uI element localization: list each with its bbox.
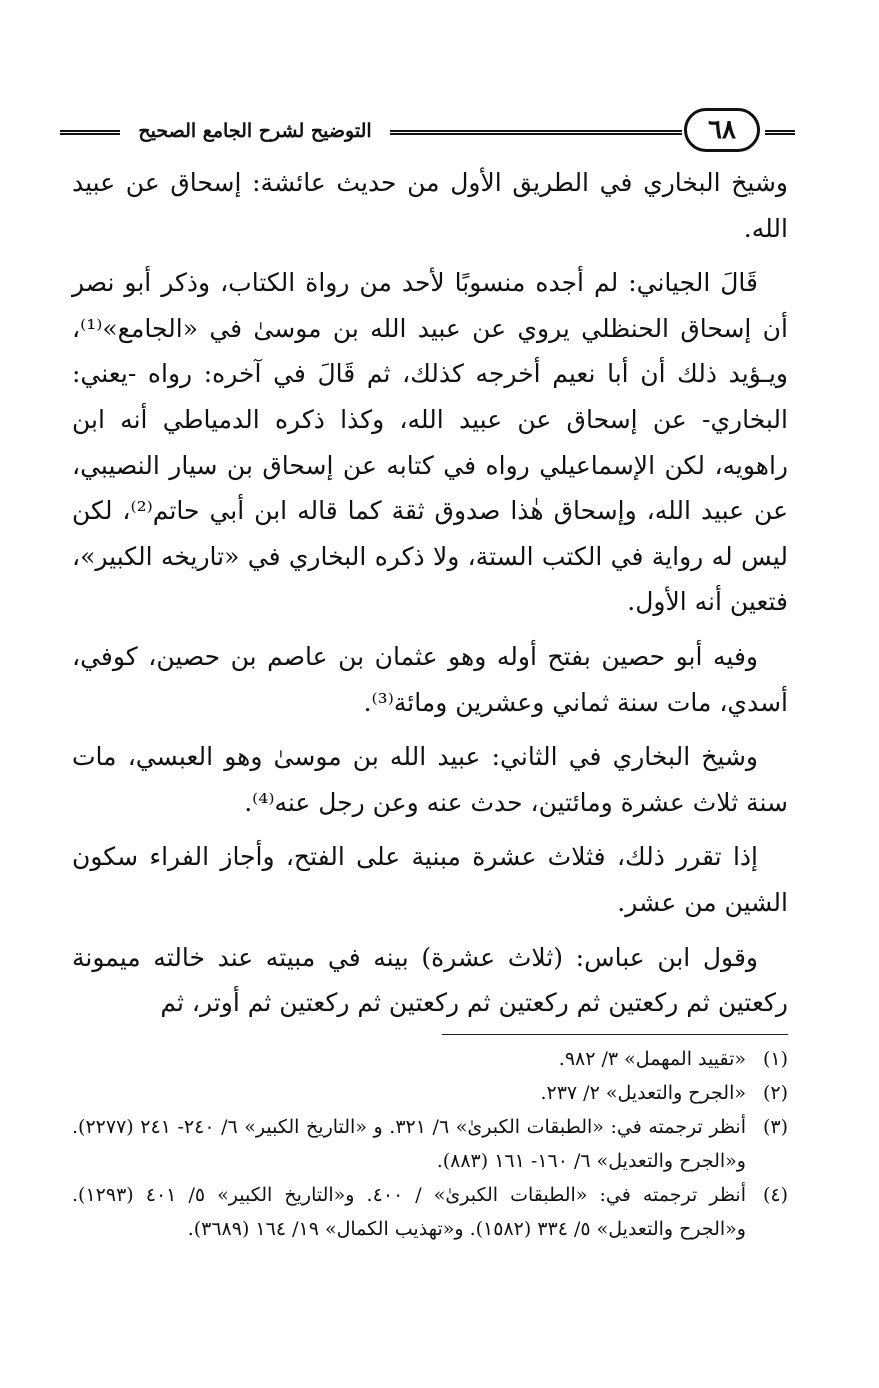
- footnote-text: أنظر ترجمته في: «الطبقات الكبرىٰ» / ٤٠٠. و«التاريخ الكبير» ٥/ ٤٠١ (١٢٩٣). و«الجرح والتعديل» ٥/ ٣٣٤ (١٥٨٢). و«تهذيب الكمال» ١٩/ ١٦٤ (٣٦٨٩).: [72, 1184, 747, 1240]
- footnote: [72, 1178, 788, 1246]
- footnote-text: «تقييد المهمل» ٣/ ٩٨٢.: [558, 1048, 746, 1070]
- footnote-number: (٣): [762, 1116, 788, 1138]
- paragraph: وقول ابن عباس: (ثلاث عشرة) بينه في مبيته عند خالته ميمونة ركعتين ثم ركعتين ثم ركعتين ثم ركعتين ثم ركعتين ثم أوتر، ثم: [72, 942, 788, 1018]
- page-header: [60, 108, 795, 154]
- footnote-number: (٢): [762, 1082, 788, 1104]
- footnote-number: (١): [762, 1048, 788, 1070]
- footnotes: [72, 1042, 788, 1246]
- paragraph: إذا تقرر ذلك، فثلاث عشرة مبنية على الفتح، وأجاز الفراء سكون الشين من عشر.: [72, 842, 788, 917]
- footnote-number: (٤): [762, 1184, 788, 1206]
- footnote: [72, 1042, 788, 1076]
- main-text: [72, 160, 788, 1035]
- header-rule-left: [60, 130, 120, 135]
- header-rule-middle: [390, 130, 682, 135]
- footnote: [72, 1110, 788, 1178]
- paragraph: وشيخ البخاري في الثاني: عبيد الله بن موسىٰ وهو العبسي، مات سنة ثلاث عشرة ومائتين، حدث عنه وعن رجل عنه⁽⁴⁾.: [72, 742, 788, 817]
- paragraph: وفيه أبو حصين بفتح أوله وهو عثمان بن عاصم بن حصين، كوفي، أسدي، مات سنة ثماني وعشرين ومائة⁽³⁾.: [72, 641, 788, 717]
- footnote-text: «الجرح والتعديل» ٢/ ٢٣٧.: [540, 1082, 746, 1104]
- footnote-separator: [442, 1034, 788, 1035]
- paragraph: وشيخ البخاري في الطريق الأول من حديث عائشة: إسحاق عن عبيد الله.: [72, 168, 788, 243]
- footnote: [72, 1076, 788, 1110]
- footnote-text: أنظر ترجمته في: «الطبقات الكبرىٰ» ٦/ ٣٢١. و «التاريخ الكبير» ٦/ ٢٤٠- ٢٤١ (٢٢٧٧). و«الجرح والتعديل» ٦/ ١٦٠- ١٦١ (٨٨٣).: [72, 1116, 746, 1172]
- header-rule-right: [765, 130, 795, 135]
- page-number: ٦٨: [684, 108, 760, 152]
- paragraph: قَالَ الجياني: لم أجده منسوبًا لأحد من رواة الكتاب، وذكر أبو نصر أن إسحاق الحنظلي يروي عن عبيد الله بن موسىٰ في «الجامع»⁽¹⁾، ويـؤيد ذلك أن أبا نعيم أخرجه كذلك، ثم قَالَ في آخره: رواه -يعني: البخاري- عن إسحاق عن عبيد الله، وكذا ذكره الدمياطي أنه ابن راهويه، لكن الإسماعيلي رواه في كتابه عن إسحاق بن سيار النصيبي، عن عبيد الله، وإسحاق هٰذا صدوق ثقة كما قاله ابن أبي حاتم⁽²⁾، لكن ليس له رواية في الكتب الستة، ولا ذكره البخاري في «تاريخه الكبير»، فتعين أنه الأول.: [72, 268, 788, 617]
- running-title: التوضيح لشرح الجامع الصحيح: [138, 120, 372, 142]
